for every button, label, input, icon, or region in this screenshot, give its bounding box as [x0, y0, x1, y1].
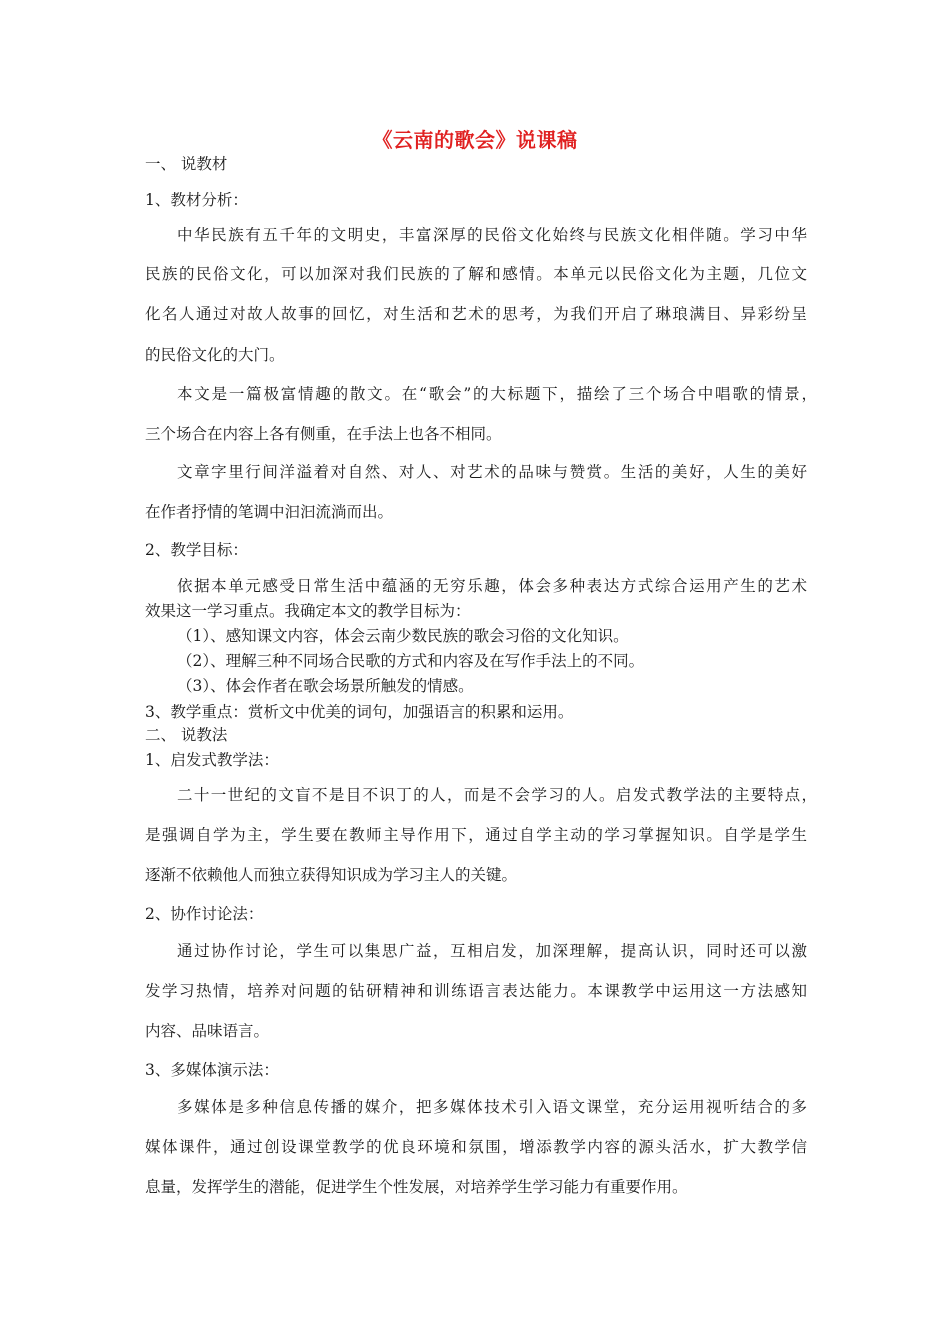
- subsection-heading: 3、多媒体演示法：: [145, 1061, 279, 1079]
- paragraph-line: 发学习热情，培养对问题的钻研精神和训练语言表达能力。本课教学中运用这一方法感知: [145, 982, 807, 1000]
- paragraph-line: 文章字里行间洋溢着对自然、对人、对艺术的品味与赞赏。生活的美好，人生的美好: [177, 463, 807, 481]
- list-item: （2）、理解三种不同场合民歌的方式和内容及在写作手法上的不同。: [177, 652, 645, 670]
- paragraph-line: 通过协作讨论，学生可以集思广益，互相启发，加深理解，提高认识，同时还可以激: [177, 942, 807, 960]
- list-item: （1）、感知课文内容，体会云南少数民族的歌会习俗的文化知识。: [177, 627, 629, 645]
- paragraph-line: 效果这一学习重点。我确定本文的教学目标为：: [145, 602, 471, 620]
- subsection-heading: 2、协作讨论法：: [145, 905, 264, 923]
- subsection-heading: 3、教学重点：赏析文中优美的词句，加强语言的积累和运用。: [145, 703, 574, 721]
- paragraph-line: 三个场合在内容上各有侧重，在手法上也各不相同。: [145, 425, 502, 443]
- paragraph-line: 是强调自学为主，学生要在教师主导作用下，通过自学主动的学习掌握知识。自学是学生: [145, 826, 807, 844]
- paragraph-line: 民族的民俗文化，可以加深对我们民族的了解和感情。本单元以民俗文化为主题，几位文: [145, 265, 807, 283]
- paragraph-line: 息量，发挥学生的潜能，促进学生个性发展，对培养学生学习能力有重要作用。: [145, 1178, 688, 1196]
- paragraph-line: 在作者抒情的笔调中汩汩流淌而出。: [145, 503, 394, 521]
- subsection-heading: 1、启发式教学法：: [145, 751, 279, 769]
- paragraph-line: 内容、品味语言。: [145, 1022, 270, 1040]
- paragraph-line: 逐渐不依赖他人而独立获得知识成为学习主人的关键。: [145, 866, 518, 884]
- paragraph-line: 二十一世纪的文盲不是目不识丁的人，而是不会学习的人。启发式教学法的主要特点，: [177, 786, 817, 804]
- subsection-heading: 1、教材分析：: [145, 191, 248, 209]
- section-heading: 一、 说教材: [145, 155, 228, 173]
- paragraph-line: 中华民族有五千年的文明史，丰富深厚的民俗文化始终与民族文化相伴随。学习中华: [177, 226, 807, 244]
- paragraph-line: 化名人通过对故人故事的回忆，对生活和艺术的思考，为我们开启了琳琅满目、异彩纷呈: [145, 305, 807, 323]
- subsection-heading: 2、教学目标：: [145, 541, 248, 559]
- paragraph-line: 依据本单元感受日常生活中蕴涵的无穷乐趣，体会多种表达方式综合运用产生的艺术: [177, 577, 807, 595]
- paragraph-line: 媒体课件，通过创设课堂教学的优良环境和氛围，增添教学内容的源头活水，扩大教学信: [145, 1138, 807, 1156]
- list-item: （3）、体会作者在歌会场景所触发的情感。: [177, 677, 474, 695]
- paragraph-line: 本文是一篇极富情趣的散文。在“歌会”的大标题下，描绘了三个场合中唱歌的情景，: [177, 385, 817, 403]
- paragraph-line: 的民俗文化的大门。: [145, 346, 285, 364]
- document-title: 《云南的歌会》说课稿: [372, 128, 578, 152]
- paragraph-line: 多媒体是多种信息传播的媒介，把多媒体技术引入语文课堂，充分运用视听结合的多: [177, 1098, 807, 1116]
- section-heading: 二、 说教法: [145, 726, 228, 744]
